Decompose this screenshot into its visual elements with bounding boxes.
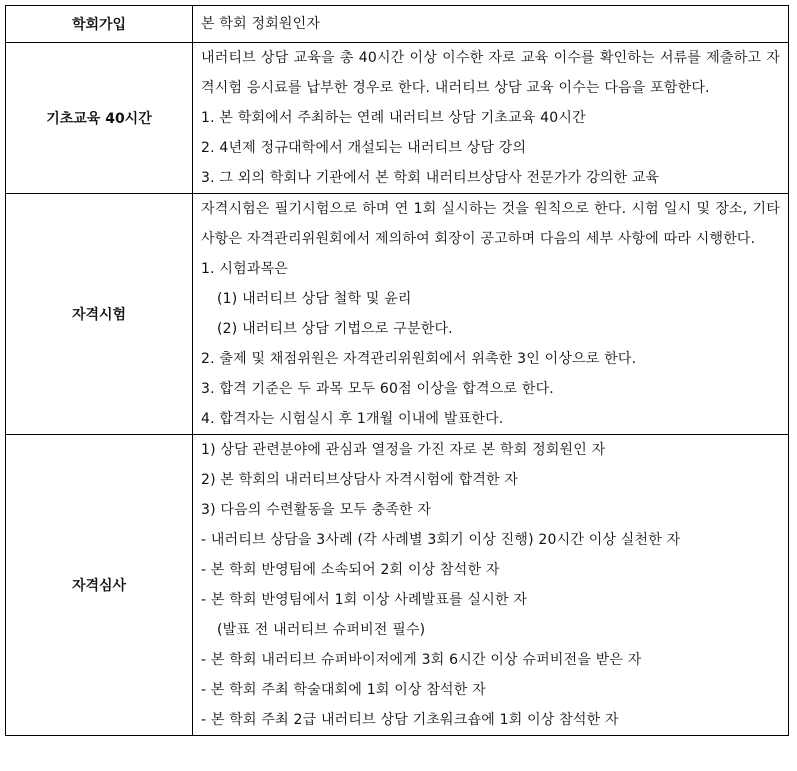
table-row-review <box>6 435 789 736</box>
list-item: 1) 상담 관련분야에 관심과 열정을 가진 자로 본 학회 정회원인 자 <box>201 442 606 458</box>
list-item: 1. 시험과목은 <box>201 261 289 277</box>
row-header: 자격심사 <box>6 435 193 736</box>
list-item: 4. 합격자는 시험실시 후 1개월 이내에 발표한다. <box>201 411 504 427</box>
list-item: 2. 4년제 정규대학에서 개설되는 내러티브 상담 강의 <box>201 140 527 156</box>
row-content <box>193 194 789 435</box>
content-paragraph: 자격시험은 필기시험으로 하며 연 1회 실시하는 것을 원칙으로 한다. 시험 일시 및 장소, 기타 사항은 자격관리위원회에서 제의하여 회장이 공고하며 다음의 세부 사항에 따라 시행한다. <box>201 201 780 247</box>
row-content <box>193 6 789 43</box>
list-item: 2. 출제 및 채점위원은 자격관리위원회에서 위촉한 3인 이상으로 한다. <box>201 351 637 367</box>
list-item: - 본 학회 반영팀에서 1회 이상 사례발표를 실시한 자 <box>201 592 528 608</box>
table-row-membership <box>6 6 789 43</box>
row-content <box>193 43 789 194</box>
list-item: 3) 다음의 수련활동을 모두 충족한 자 <box>201 502 432 518</box>
row-header: 학회가입 <box>6 6 193 43</box>
list-subitem: (2) 내러티브 상담 기법으로 구분한다. <box>217 321 453 337</box>
list-item: - 본 학회 내러티브 슈퍼바이저에게 3회 6시간 이상 슈퍼비전을 받은 자 <box>201 652 642 668</box>
row-header: 기초교육 40시간 <box>6 43 193 194</box>
list-subitem: (1) 내러티브 상담 철학 및 윤리 <box>217 291 412 307</box>
list-item: 3. 합격 기준은 두 과목 모두 60점 이상을 합격으로 한다. <box>201 381 554 397</box>
list-item: 1. 본 학회에서 주최하는 연례 내러티브 상담 기초교육 40시간 <box>201 110 586 126</box>
certification-requirements-table <box>5 5 789 736</box>
list-subitem: (발표 전 내러티브 슈퍼비전 필수) <box>217 622 426 638</box>
list-item: - 본 학회 반영팀에 소속되어 2회 이상 참석한 자 <box>201 562 500 578</box>
list-item: 3. 그 외의 학회나 기관에서 본 학회 내러티브상담사 전문가가 강의한 교육 <box>201 170 660 186</box>
table-row-exam <box>6 194 789 435</box>
list-item: - 내러티브 상담을 3사례 (각 사례별 3회기 이상 진행) 20시간 이상 실천한 자 <box>201 532 681 548</box>
row-header: 자격시험 <box>6 194 193 435</box>
content-line: 본 학회 정회원인자 <box>201 16 321 32</box>
list-item: - 본 학회 주최 2급 내러티브 상담 기초워크숍에 1회 이상 참석한 자 <box>201 712 619 728</box>
table-row-basic-education <box>6 43 789 194</box>
list-item: - 본 학회 주최 학술대회에 1회 이상 참석한 자 <box>201 682 486 698</box>
content-paragraph: 내러티브 상담 교육을 총 40시간 이상 이수한 자로 교육 이수를 확인하는 서류를 제출하고 자격시험 응시료를 납부한 경우로 한다. 내러티브 상담 교육 이수는 다음을 포함한다. <box>201 50 780 96</box>
list-item: 2) 본 학회의 내러티브상담사 자격시험에 합격한 자 <box>201 472 519 488</box>
row-content <box>193 435 789 736</box>
